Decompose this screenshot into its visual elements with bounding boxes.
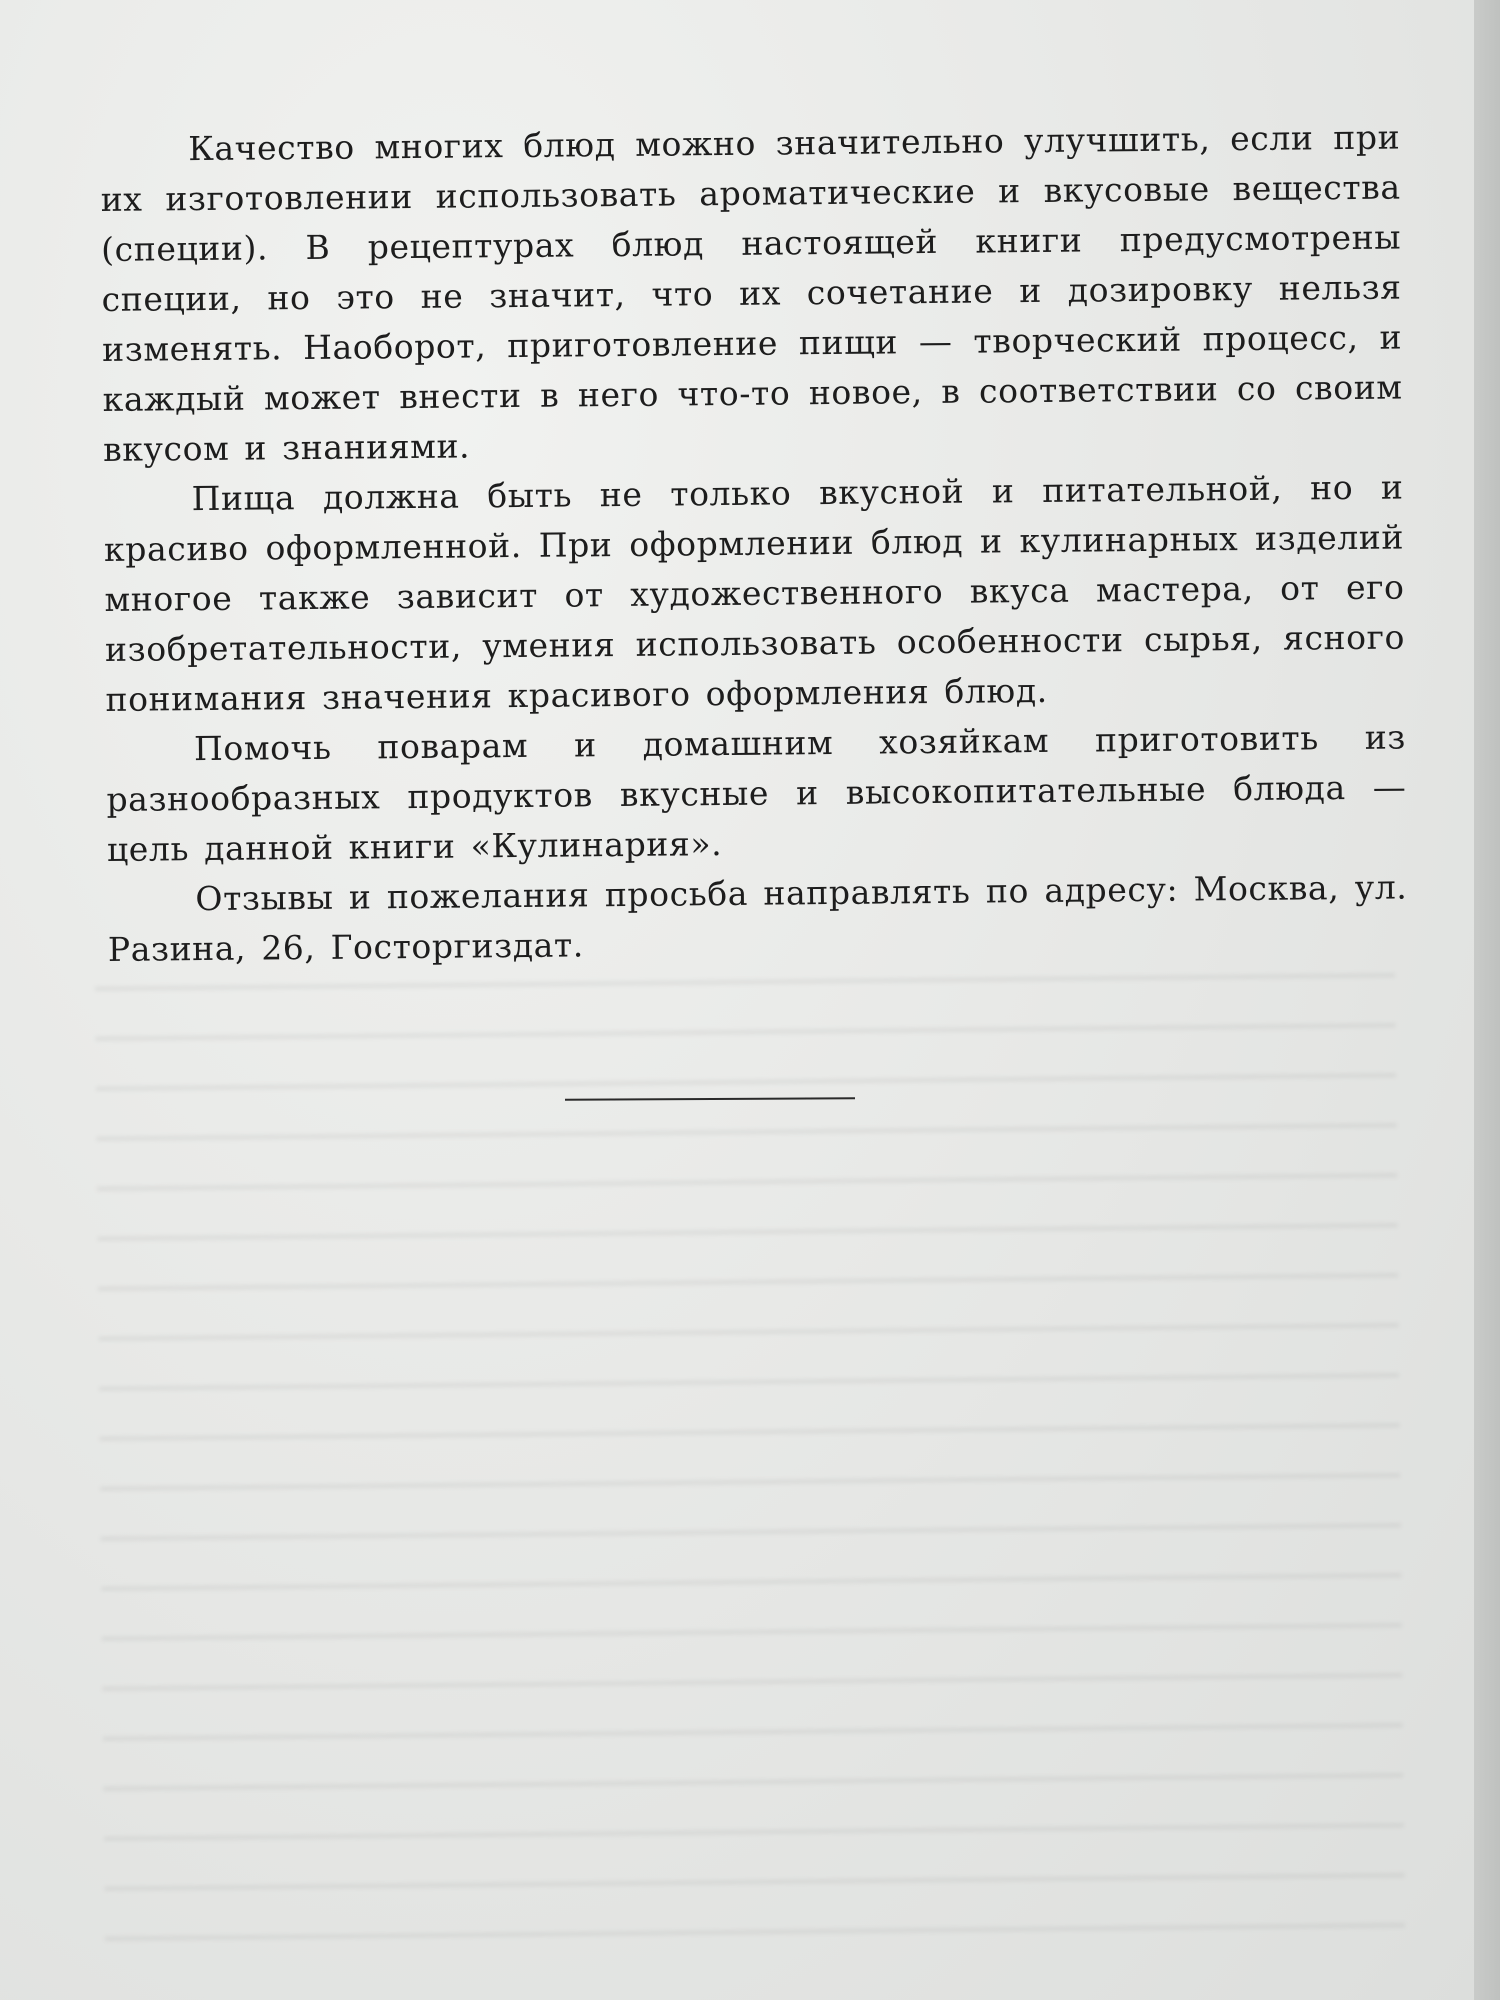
body-text xyxy=(100,113,1408,975)
paragraph-purpose: Помочь поварам и домашним хозяйкам приготовить из разнообразных продуктов вкусные и высокопитательные блюда — цель данной книги «Кулинария». xyxy=(106,717,1407,869)
paragraph-presentation: Пища должна быть не только вкусной и питательной, но и красиво оформленной. При оформлении блюд и кулинарных изделий многое также зависит от художественного вкуса мастера, от его изобретательности, умения использовать особенности сырья, ясного понимания значения красивого оформления блюд. xyxy=(103,467,1406,719)
paragraph-spices: Качество многих блюд можно значительно улучшить, если при их изготовлении использовать ароматические и вкусовые вещества (специи). В рецептурах блюд настоящей книги предусмотрены специи, но это не значит, что их сочетание и дозировку нельзя изменять. Наоборот, приготовление пищи — творческий процесс, и каждый может внести в него что-то новое, в соответствии со своим вкусом и знаниями. xyxy=(100,117,1403,469)
page-edge xyxy=(1474,0,1500,2000)
paragraph-feedback-address: Отзывы и пожелания просьба направлять по адресу: Москва, ул. Разина, 26, Госторгиздат. xyxy=(107,867,1408,969)
